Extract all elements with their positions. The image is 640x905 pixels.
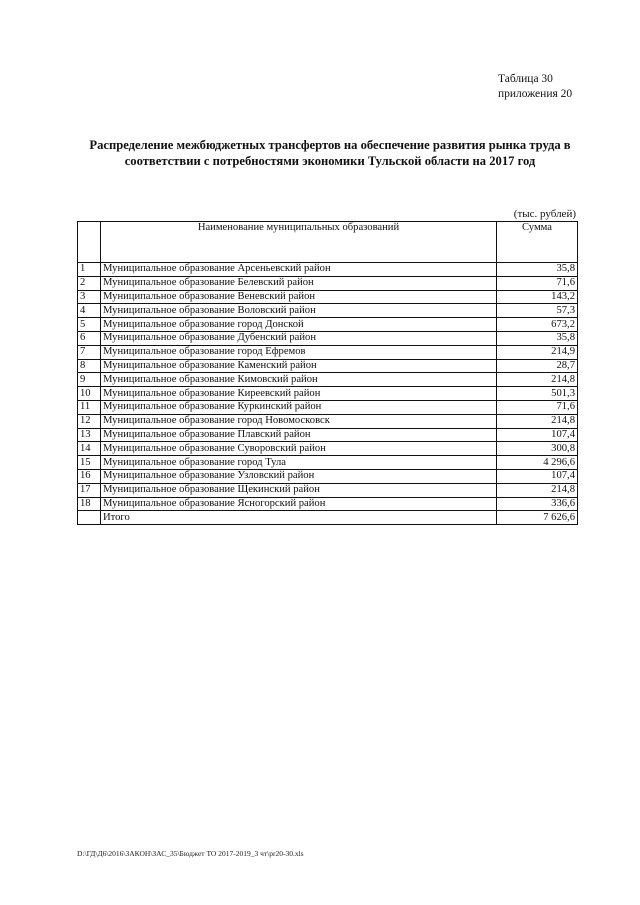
table-row: [78, 290, 578, 304]
transfers-table: [77, 221, 578, 525]
row-number: 14: [78, 442, 101, 456]
table-header: [78, 222, 578, 263]
row-amount: 673,2: [497, 318, 578, 332]
total-number: [78, 511, 101, 525]
row-name: Муниципальное образование Плавский район: [101, 428, 497, 442]
row-amount: 35,8: [497, 263, 578, 277]
row-number: 9: [78, 373, 101, 387]
row-name: Муниципальное образование Киреевский район: [101, 387, 497, 401]
total-amount: 7 626,6: [497, 511, 578, 525]
row-number: 10: [78, 387, 101, 401]
row-number: 13: [78, 428, 101, 442]
row-number: 12: [78, 414, 101, 428]
row-name: Муниципальное образование Узловский район: [101, 469, 497, 483]
row-number: 17: [78, 483, 101, 497]
row-amount: 214,8: [497, 414, 578, 428]
file-path-footer: D:\ГД\Д6\2016\ЗАКОН\ЗАС_35\Бюджет ТО 2017-2019_3 чт\pr20-30.xls: [77, 849, 304, 858]
table-row: [78, 387, 578, 401]
table-row: [78, 456, 578, 470]
row-amount: 71,6: [497, 400, 578, 414]
row-amount: 107,4: [497, 469, 578, 483]
table-row: [78, 400, 578, 414]
table-row: [78, 331, 578, 345]
row-number: 18: [78, 497, 101, 511]
table-row: [78, 304, 578, 318]
row-name: Муниципальное образование Дубенский район: [101, 331, 497, 345]
row-amount: 107,4: [497, 428, 578, 442]
table-row: [78, 442, 578, 456]
row-number: 4: [78, 304, 101, 318]
row-name: Муниципальное образование город Ефремов: [101, 345, 497, 359]
row-amount: 57,3: [497, 304, 578, 318]
table-row: [78, 428, 578, 442]
row-amount: 4 296,6: [497, 456, 578, 470]
table-row: [78, 483, 578, 497]
row-amount: 214,8: [497, 373, 578, 387]
table-row: [78, 497, 578, 511]
row-name: Муниципальное образование город Донской: [101, 318, 497, 332]
row-name: Муниципальное образование Белевский район: [101, 276, 497, 290]
row-number: 2: [78, 276, 101, 290]
row-number: 8: [78, 359, 101, 373]
unit-note: (тыс. рублей): [513, 208, 576, 220]
table-body: [78, 263, 578, 525]
row-number: 3: [78, 290, 101, 304]
document-title: [70, 137, 590, 169]
table-row: [78, 414, 578, 428]
row-name: Муниципальное образование Каменский район: [101, 359, 497, 373]
document-title-line1: Распределение межбюджетных трансфертов на обеспечение развития рынка труда в: [89, 138, 571, 152]
row-name: Муниципальное образование Кимовский район: [101, 373, 497, 387]
row-amount: 28,7: [497, 359, 578, 373]
header-name: Наименование муниципальных образований: [101, 222, 497, 263]
table-row: [78, 373, 578, 387]
row-name: Муниципальное образование Суворовский район: [101, 442, 497, 456]
header-number: [78, 222, 101, 263]
row-name: Муниципальное образование Ясногорский район: [101, 497, 497, 511]
row-number: 7: [78, 345, 101, 359]
header-amount: Сумма: [497, 222, 578, 263]
table-row: [78, 276, 578, 290]
row-name: Муниципальное образование Веневский район: [101, 290, 497, 304]
row-amount: 214,9: [497, 345, 578, 359]
total-label: Итого: [101, 511, 497, 525]
row-amount: 214,8: [497, 483, 578, 497]
row-number: 16: [78, 469, 101, 483]
row-number: 5: [78, 318, 101, 332]
table-header-row: [78, 222, 578, 263]
row-amount: 336,6: [497, 497, 578, 511]
row-name: Муниципальное образование Арсеньевский район: [101, 263, 497, 277]
table-row: [78, 345, 578, 359]
row-amount: 35,8: [497, 331, 578, 345]
row-name: Муниципальное образование Воловский район: [101, 304, 497, 318]
table-row: [78, 263, 578, 277]
table-reference-line2: приложения 20: [498, 88, 573, 100]
row-name: Муниципальное образование город Новомосковск: [101, 414, 497, 428]
table-row: [78, 469, 578, 483]
table-row: [78, 318, 578, 332]
table-reference-line1: Таблица 30: [498, 73, 553, 85]
table-reference: [498, 72, 628, 102]
row-amount: 143,2: [497, 290, 578, 304]
row-name: Муниципальное образование город Тула: [101, 456, 497, 470]
row-amount: 300,8: [497, 442, 578, 456]
table-row: [78, 359, 578, 373]
document-title-line2: соответствии с потребностями экономики Тульской области на 2017 год: [124, 154, 536, 168]
row-number: 11: [78, 400, 101, 414]
row-name: Муниципальное образование Куркинский район: [101, 400, 497, 414]
row-amount: 501,3: [497, 387, 578, 401]
row-number: 1: [78, 263, 101, 277]
row-name: Муниципальное образование Щекинский район: [101, 483, 497, 497]
row-amount: 71,6: [497, 276, 578, 290]
row-number: 15: [78, 456, 101, 470]
row-number: 6: [78, 331, 101, 345]
total-row: [78, 511, 578, 525]
